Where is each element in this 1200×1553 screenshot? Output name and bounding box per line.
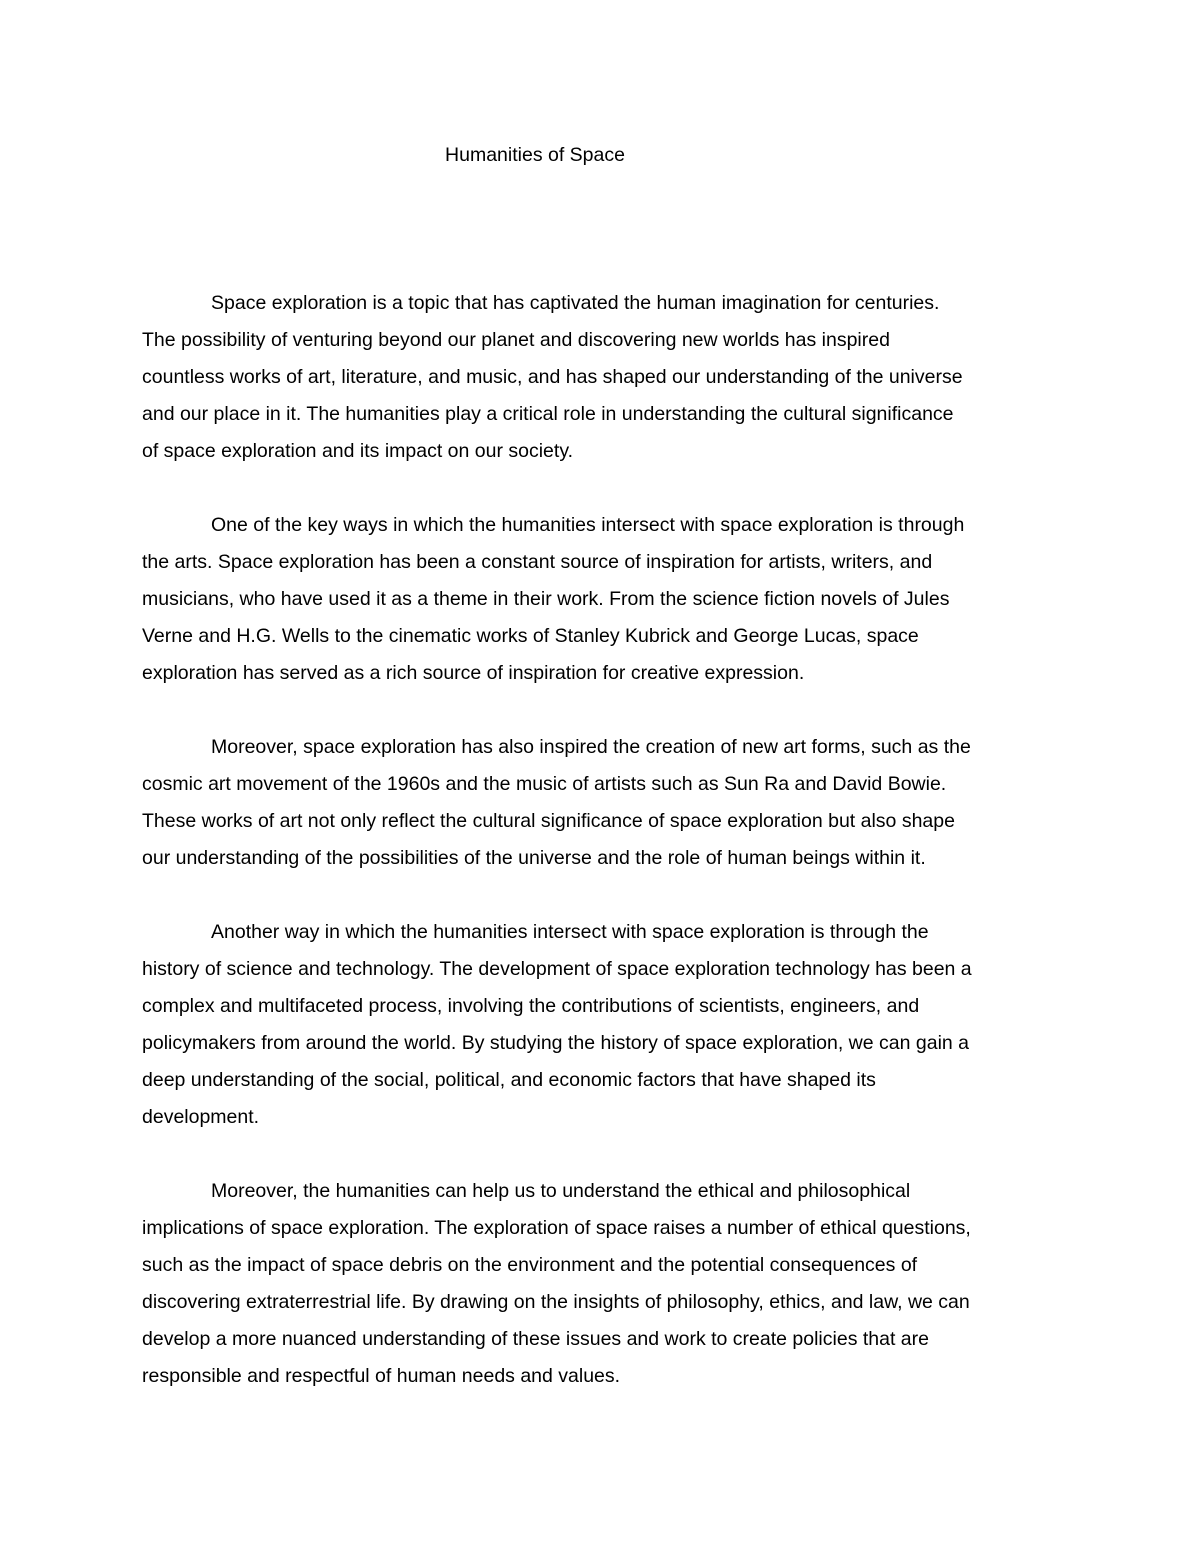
paragraph-line: exploration has served as a rich source of inspiration for creative expression.	[142, 662, 805, 684]
paragraph-line: policymakers from around the world. By studying the history of space exploration, we can gain a	[142, 1032, 970, 1054]
paragraph-line: Another way in which the humanities intersect with space exploration is through the	[211, 921, 929, 943]
paragraph-4	[142, 914, 1072, 1136]
document-body	[142, 285, 1072, 1432]
paragraph-line: our understanding of the possibilities of the universe and the role of human beings within it.	[142, 847, 926, 869]
paragraph-line: implications of space exploration. The exploration of space raises a number of ethical questions,	[142, 1217, 971, 1239]
paragraph-line: discovering extraterrestrial life. By drawing on the insights of philosophy, ethics, and law, we can	[142, 1291, 970, 1313]
paragraph-line: These works of art not only reflect the cultural significance of space exploration but also shape	[142, 810, 955, 832]
paragraph-line: deep understanding of the social, political, and economic factors that have shaped its	[142, 1069, 876, 1091]
paragraph-line: of space exploration and its impact on our society.	[142, 440, 574, 462]
paragraph-1	[142, 285, 1072, 470]
paragraph-line: the arts. Space exploration has been a constant source of inspiration for artists, writers, and	[142, 551, 933, 573]
paragraph-line: Moreover, space exploration has also inspired the creation of new art forms, such as the	[211, 736, 971, 758]
paragraph-line: history of science and technology. The development of space exploration technology has been a	[142, 958, 972, 980]
paragraph-line: such as the impact of space debris on the environment and the potential consequences of	[142, 1254, 918, 1276]
paragraph-line: The possibility of venturing beyond our planet and discovering new worlds has inspired	[142, 329, 890, 351]
paragraph-line: musicians, who have used it as a theme in their work. From the science fiction novels of Jules	[142, 588, 950, 610]
document-title: Humanities of Space	[445, 144, 625, 166]
paragraph-5	[142, 1173, 1072, 1395]
paragraph-line: development.	[142, 1106, 260, 1128]
paragraph-2	[142, 507, 1072, 692]
paragraph-line: responsible and respectful of human needs and values.	[142, 1365, 621, 1387]
paragraph-line: Verne and H.G. Wells to the cinematic works of Stanley Kubrick and George Lucas, space	[142, 625, 919, 647]
paragraph-line: develop a more nuanced understanding of these issues and work to create policies that are	[142, 1328, 929, 1350]
paragraph-line: cosmic art movement of the 1960s and the music of artists such as Sun Ra and David Bowie.	[142, 773, 947, 795]
paragraph-line: complex and multifaceted process, involving the contributions of scientists, engineers, and	[142, 995, 920, 1017]
paragraph-line: countless works of art, literature, and music, and has shaped our understanding of the universe	[142, 366, 963, 388]
paragraph-line: Space exploration is a topic that has captivated the human imagination for centuries.	[211, 292, 940, 314]
paragraph-line: One of the key ways in which the humanities intersect with space exploration is through	[211, 514, 965, 536]
paragraph-line: Moreover, the humanities can help us to understand the ethical and philosophical	[211, 1180, 911, 1202]
paragraph-3	[142, 729, 1072, 877]
paragraph-line: and our place in it. The humanities play a critical role in understanding the cultural significance	[142, 403, 954, 425]
